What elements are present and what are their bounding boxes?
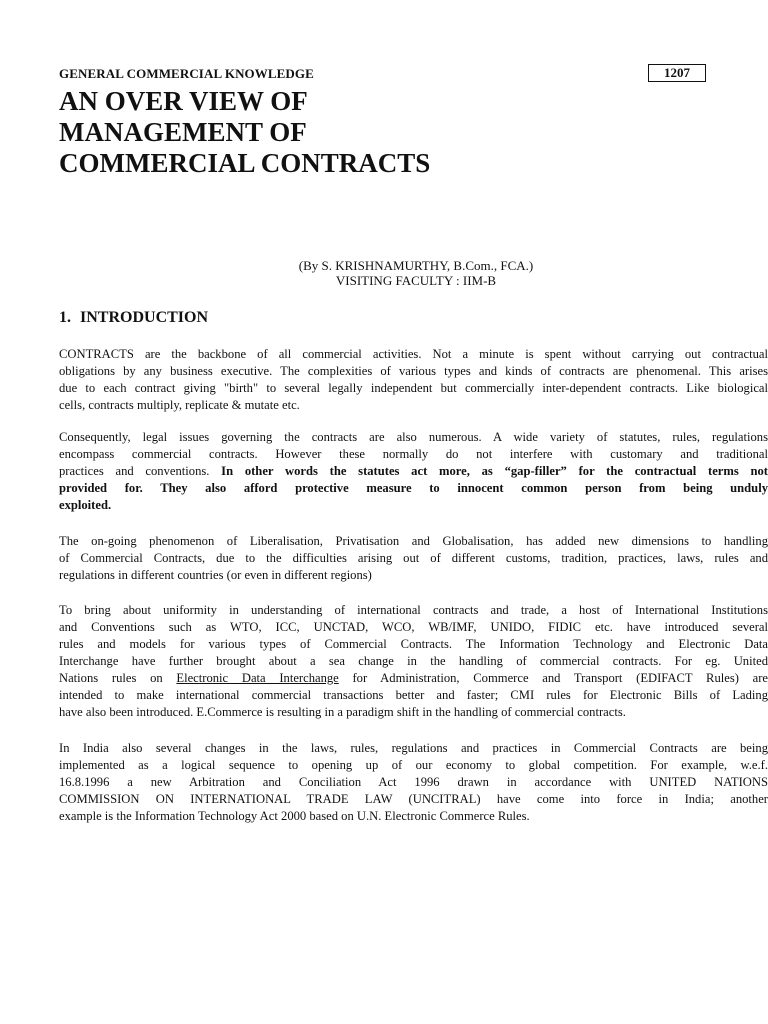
paragraph <box>59 429 768 514</box>
text-line: of Commercial Contracts, due to the difficulties arising out of different customs, tradition, practices, laws, rules and <box>59 551 768 565</box>
document-title <box>59 86 430 179</box>
byline <box>0 258 768 288</box>
text-run: Nations rules on <box>59 671 177 685</box>
bold-text-run: In other words the statutes act more, as “gap-filler” for the contractual terms not <box>221 464 768 478</box>
author-affiliation: VISITING FACULTY : IIM-B <box>335 273 497 288</box>
text-line: In India also several changes in the laws, rules, regulations and practices in Commercial Contracts are being <box>59 741 768 755</box>
text-line: Consequently, legal issues governing the contracts are also numerous. A wide variety of statutes, rules, regulations <box>59 430 768 444</box>
section-heading <box>59 309 208 327</box>
paragraph <box>59 346 768 414</box>
text-line: The on-going phenomenon of Liberalisation, Privatisation and Globalisation, has added new dimensions to handling <box>59 534 768 548</box>
section-number: 1. <box>59 309 71 326</box>
text-line: rules and models for various types of Commercial Contracts. The Information Technology and Electronic Data <box>59 637 768 651</box>
text-line: To bring about uniformity in understanding of international contracts and trade, a host of International Institutions <box>59 603 768 617</box>
text-line: regulations in different countries (or even in different regions) <box>59 568 372 582</box>
text-line: intended to make international commercial transactions better and faster; CMI rules for Electronic Bills of Lading <box>59 688 768 702</box>
section-title: INTRODUCTION <box>80 309 209 326</box>
text-line: 16.8.1996 a new Arbitration and Conciliation Act 1996 drawn in accordance with UNITED NATIONS <box>59 775 768 789</box>
bold-text-line: provided for. They also afford protective measure to innocent common person from being unduly <box>59 481 768 495</box>
bold-text-line: exploited. <box>59 498 112 512</box>
text-run: practices and conventions. <box>59 464 222 478</box>
text-line: COMMISSION ON INTERNATIONAL TRADE LAW (UNCITRAL) have come into force in India; another <box>59 792 768 806</box>
running-header: GENERAL COMMERCIAL KNOWLEDGE <box>59 66 314 81</box>
text-run: for Administration, Commerce and Transport (EDIFACT Rules) are <box>338 671 768 685</box>
paragraph <box>59 740 768 825</box>
underlined-term: Electronic Data Interchange <box>176 671 339 685</box>
title-line: MANAGEMENT OF <box>59 117 307 147</box>
text-line: Interchange have further brought about a sea change in the handling of commercial contracts. For eg. United <box>59 654 768 668</box>
text-line: and Conventions such as WTO, ICC, UNCTAD, WCO, WB/IMF, UNIDO, FIDIC etc. have introduced several <box>59 620 768 634</box>
title-line: AN OVER VIEW OF <box>59 86 308 116</box>
text-line: obligations by any business executive. The complexities of various types and kinds of contracts are phenomenal. This arises <box>59 364 768 378</box>
text-line <box>59 463 768 480</box>
text-line: encompass commercial contracts. However these normally do not interfere with customary and traditional <box>59 447 768 461</box>
text-line: CONTRACTS are the backbone of all commercial activities. Not a minute is spent without carrying out contractual <box>59 347 768 361</box>
title-line: COMMERCIAL CONTRACTS <box>59 148 431 178</box>
page-number-box: 1207 <box>648 64 706 82</box>
text-line: due to each contract giving "birth" to several legally independent but commercially inter-dependent contracts. Like biological <box>59 381 768 395</box>
text-line: have also been introduced. E.Commerce is resulting in a paradigm shift in the handling of commercial contracts. <box>59 705 626 719</box>
paragraph <box>59 533 768 584</box>
paragraph <box>59 602 768 721</box>
text-line <box>59 670 768 687</box>
author-credit: (By S. KRISHNAMURTHY, B.Com., FCA.) <box>298 258 534 273</box>
text-line: example is the Information Technology Act 2000 based on U.N. Electronic Commerce Rules. <box>59 809 530 823</box>
text-line: implemented as a logical sequence to opening up of our economy to global competition. For example, w.e.f. <box>59 758 768 772</box>
text-line: cells, contracts multiply, replicate & mutate etc. <box>59 398 300 412</box>
